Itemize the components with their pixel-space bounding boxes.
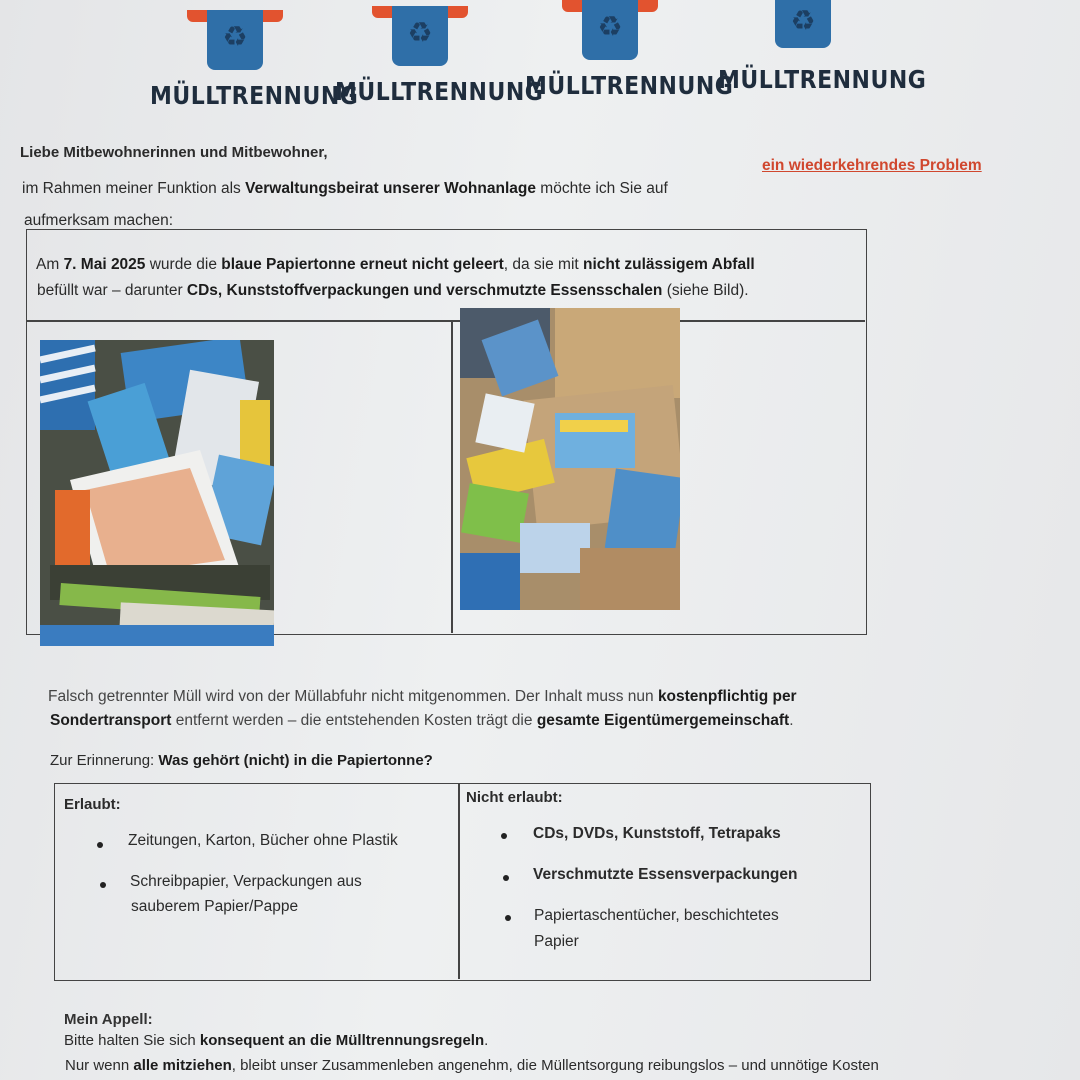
banner: [150, 0, 927, 115]
intro-line-1: [22, 180, 668, 198]
allowed-item: Zeitungen, Karton, Bücher ohne Plastik: [128, 832, 398, 849]
incident-text: wurde die: [145, 256, 222, 273]
incident-line-1: [36, 256, 755, 274]
allowed-header: Erlaubt:: [64, 796, 121, 813]
appeal-line-2: [65, 1057, 879, 1074]
bullet-icon: [501, 833, 507, 839]
banner-item: [525, 0, 734, 115]
intro-line-2: aufmerksam machen:: [24, 212, 174, 229]
not-allowed-item: Verschmutzte Essensverpackungen: [533, 866, 798, 883]
reminder-bold: Was gehört (nicht) in die Papiertonne?: [158, 752, 433, 769]
banner-label: MÜLLTRENNUNG: [150, 82, 359, 111]
divider: [458, 784, 460, 979]
consequence-line-2: [50, 712, 794, 730]
consequence-text: Falsch getrennter Müll wird von der Müllabfuhr nicht mitgenommen. Der Inhalt muss nun: [48, 688, 658, 705]
divider: [27, 320, 865, 322]
waste-photo-2: [460, 308, 680, 610]
incident-bold: CDs, Kunststoffverpackungen und verschmutzte Essensschalen: [186, 282, 663, 299]
consequence-line-1: [48, 688, 797, 706]
consequence-bold: gesamte Eigentümergemeinschaft: [536, 712, 790, 729]
appeal-title: Mein Appell:: [64, 1011, 153, 1028]
appeal-text: .: [484, 1032, 489, 1049]
bullet-icon: [503, 875, 509, 881]
appeal-text: , bleibt unser Zusammenleben angenehm, die Müllentsorgung reibungslos – und unnötige Kosten: [231, 1057, 879, 1074]
intro-text: möchte ich Sie auf: [535, 180, 668, 197]
recycle-bin-icon: ♻: [207, 10, 263, 70]
bullet-icon: [505, 915, 511, 921]
reminder-heading: [50, 752, 433, 769]
consequence-bold: Sondertransport: [50, 712, 172, 729]
greeting: Liebe Mitbewohnerinnen und Mitbewohner,: [20, 144, 328, 161]
incident-text: (siehe Bild).: [662, 282, 749, 299]
waste-photo-2-graphic: [460, 308, 680, 610]
waste-photo-1-graphic: [40, 340, 274, 646]
banner-label: MÜLLTRENNUNG: [718, 66, 927, 95]
appeal-line-1: [64, 1032, 488, 1049]
incident-text: , da sie mit: [503, 256, 584, 273]
not-allowed-item: Papiertaschentücher, beschichtetes: [534, 907, 779, 924]
appeal-text: Nur wenn: [65, 1057, 134, 1074]
recycle-bin-icon: ♻: [582, 0, 638, 60]
not-allowed-item: CDs, DVDs, Kunststoff, Tetrapaks: [533, 825, 781, 842]
bullet-icon: [100, 882, 106, 888]
waste-photo-1: [40, 340, 274, 646]
incident-line-2: [37, 282, 749, 300]
not-allowed-header: Nicht erlaubt:: [466, 789, 563, 806]
not-allowed-item: Papier: [534, 933, 579, 950]
appeal-bold: alle mitziehen: [133, 1057, 232, 1074]
incident-text: Am: [36, 256, 64, 273]
reminder-text: Zur Erinnerung:: [50, 752, 159, 769]
banner-item: [150, 10, 359, 125]
intro-bold: Verwaltungsbeirat unserer Wohnanlage: [245, 180, 536, 197]
incident-bold: blaue Papiertonne erneut nicht geleert: [221, 256, 504, 273]
banner-item: [335, 6, 544, 121]
incident-bold: nicht zulässigem Abfall: [583, 256, 755, 273]
consequence-bold: kostenpflichtig per: [657, 688, 797, 705]
intro-text: im Rahmen meiner Funktion als: [22, 180, 246, 197]
banner-label: MÜLLTRENNUNG: [335, 78, 544, 107]
recycle-bin-icon: ♻: [392, 6, 448, 66]
divider: [451, 321, 453, 633]
consequence-text: .: [789, 712, 794, 729]
consequence-text: entfernt werden – die entstehenden Kosten trägt die: [171, 712, 537, 729]
allowed-item: Schreibpapier, Verpackungen aus: [130, 873, 362, 890]
incident-text: befüllt war – darunter: [37, 282, 187, 299]
incident-date: 7. Mai 2025: [63, 256, 146, 273]
banner-label: MÜLLTRENNUNG: [525, 72, 734, 101]
recycle-bin-icon: ♻: [775, 0, 831, 48]
bullet-icon: [97, 842, 103, 848]
problem-link[interactable]: ein wiederkehrendes Problem: [762, 157, 982, 174]
appeal-bold: konsequent an die Mülltrennungsregeln: [199, 1032, 485, 1049]
allowed-item: sauberem Papier/Pappe: [131, 898, 299, 915]
banner-item: [718, 0, 927, 109]
appeal-text: Bitte halten Sie sich: [64, 1032, 200, 1049]
